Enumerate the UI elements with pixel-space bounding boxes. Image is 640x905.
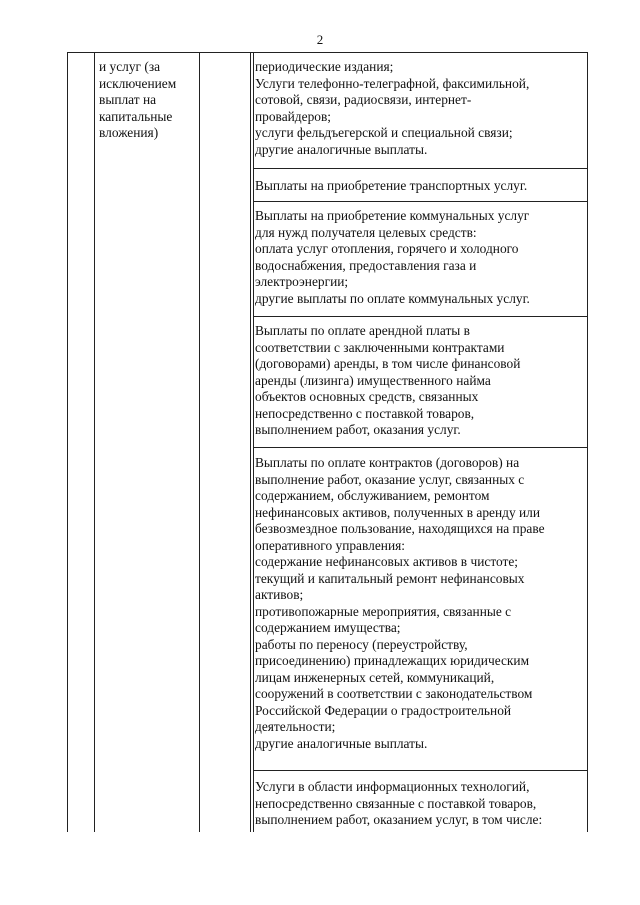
left-line: исключением	[99, 75, 177, 91]
row-line: нефинансовых активов, полученных в аренду или	[255, 504, 541, 520]
row-line: Услуги телефонно-телеграфной, факсимильной,	[255, 75, 530, 91]
row-line: присоединению) принадлежащих юридическим	[255, 653, 530, 668]
row-line: оперативного управления:	[255, 537, 405, 553]
table-col-5-left	[253, 52, 254, 832]
left-line: и услуг (за	[99, 59, 161, 74]
row-line: электроэнергии;	[255, 274, 349, 289]
table-right-border	[587, 52, 588, 832]
row-line: Выплаты на приобретение коммунальных услуг	[255, 208, 530, 223]
row-line: непосредственно с поставкой товаров,	[255, 405, 475, 421]
row-line: (договорами) аренды, в том числе финансовой	[255, 356, 521, 371]
row-line: деятельности;	[255, 719, 336, 734]
left-line: капитальные	[99, 108, 173, 124]
row-line: для нужд получателя целевых средств:	[255, 224, 477, 240]
row-line: провайдеров;	[255, 108, 332, 124]
row-line: сотовой, связи, радиосвязи, интернет-	[255, 92, 472, 107]
row-line: безвозмездное пользование, находящихся на праве	[255, 521, 545, 536]
row-line: Выплаты по оплате арендной платы в	[255, 323, 470, 338]
row-divider-1	[253, 168, 587, 169]
table-col-4-left	[250, 52, 251, 832]
row-divider-2	[253, 201, 587, 202]
table-col-3-left	[199, 52, 200, 832]
row-line: Выплаты на приобретение транспортных услуг.	[255, 178, 528, 193]
row-line: работы по переносу (переустройству,	[255, 636, 468, 652]
row-line: соответствии с заключенными контрактами	[255, 339, 505, 355]
row-divider-5	[253, 770, 587, 771]
table-col-2-left	[94, 52, 95, 832]
row-divider-3	[253, 316, 587, 317]
row-line: оплата услуг отопления, горячего и холодного	[255, 241, 519, 256]
row-line: активов;	[255, 587, 304, 602]
row-communications	[255, 59, 585, 158]
row-line: содержанием, обслуживанием, ремонтом	[255, 488, 490, 503]
row-line: выполнением работ, оказания услуг.	[255, 422, 461, 437]
row-line: выполнением работ, оказанием услуг, в том числе:	[255, 812, 543, 827]
row-transport	[255, 178, 585, 195]
expense-category-cell	[99, 59, 197, 142]
row-line: выполнение работ, оказание услуг, связанных с	[255, 471, 525, 487]
row-line: услуги фельдъегерской и специальной связи;	[255, 125, 513, 140]
row-line: лицам инженерных сетей, коммуникаций,	[255, 669, 495, 685]
row-line: аренды (лизинга) имущественного найма	[255, 372, 491, 388]
row-maintenance	[255, 455, 585, 752]
row-line: Выплаты по оплате контрактов (договоров) на	[255, 455, 520, 470]
table-col-1-left	[67, 52, 68, 832]
row-line: объектов основных средств, связанных	[255, 389, 479, 404]
table-border-top	[67, 52, 587, 53]
left-line: выплат на	[99, 92, 157, 107]
row-divider-4	[253, 447, 587, 448]
row-line: сооружений в соответствии с законодательством	[255, 686, 533, 701]
row-line: содержанием имущества;	[255, 620, 401, 635]
row-line: непосредственно связанные с поставкой товаров,	[255, 795, 537, 811]
row-line: Услуги в области информационных технологий,	[255, 779, 530, 794]
row-it-services	[255, 779, 585, 829]
row-line: текущий и капитальный ремонт нефинансовых	[255, 570, 525, 586]
row-line: другие аналогичные выплаты.	[255, 141, 428, 157]
row-line: периодические издания;	[255, 59, 394, 74]
row-line: другие аналогичные выплаты.	[255, 735, 428, 751]
page-number: 2	[316, 32, 324, 47]
row-line: содержание нефинансовых активов в чистоте;	[255, 554, 519, 569]
row-utilities	[255, 208, 585, 307]
row-line: Российской Федерации о градостроительной	[255, 702, 512, 718]
row-line: противопожарные мероприятия, связанные с	[255, 603, 512, 619]
row-rent	[255, 323, 585, 439]
row-line: водоснабжения, предоставления газа и	[255, 257, 477, 273]
left-line: вложения)	[99, 125, 159, 140]
row-line: другие выплаты по оплате коммунальных услуг.	[255, 290, 530, 306]
